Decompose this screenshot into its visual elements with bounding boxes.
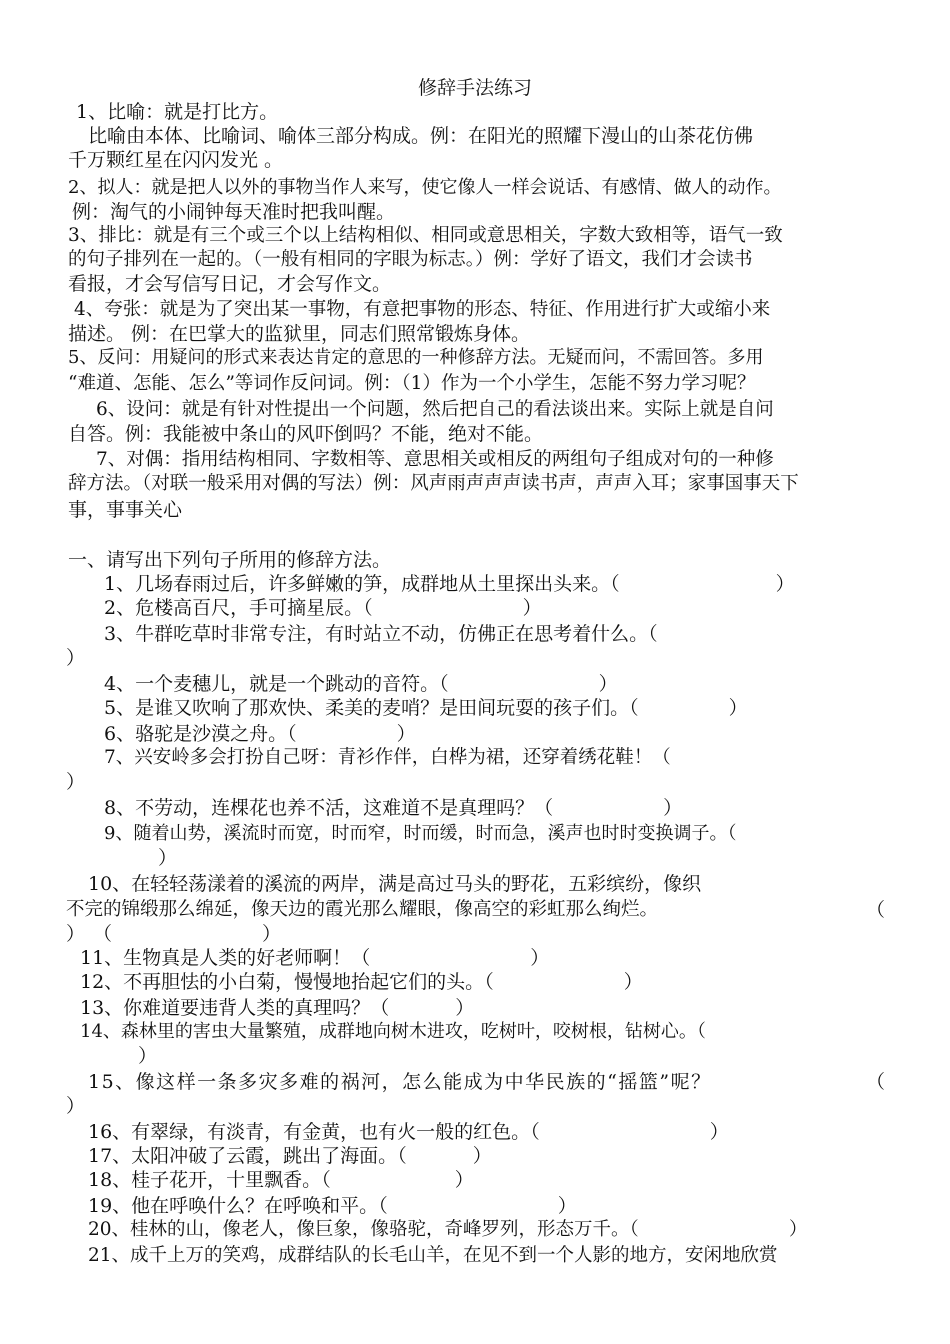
answer-paren-open: （ <box>629 1219 639 1240</box>
answer-paren-close: ） <box>66 923 86 945</box>
answer-paren-open: （ <box>439 673 449 695</box>
answer-paren-open: （ <box>534 797 554 819</box>
definition-line: 千万颗红星在闪闪发光 。 <box>68 149 284 171</box>
question-row <box>104 696 748 720</box>
question-row <box>88 1194 577 1218</box>
question-text: 20、桂林的山，像老人，像巨象，像骆驼，奇峰罗列，形态万千。 <box>88 1219 630 1240</box>
question-text: 3、牛群吃草时非常专注，有时站立不动，仿佛正在思考着什么。 <box>104 623 649 645</box>
definition-line: 自答。例：我能被中条山的风吓倒吗？不能，绝对不能。 <box>68 423 544 445</box>
question-text: 5、是谁又吹响了那欢快、柔美的麦哨？是田间玩耍的孩子们。 <box>104 697 630 719</box>
question-text: 15、像这样一条多灾多难的祸河，怎么能成为中华民族的“摇篮”呢？ <box>88 1071 712 1093</box>
answer-paren-close: ） <box>66 647 86 669</box>
question-text: 13、你难道要违背人类的真理吗？ <box>80 997 371 1019</box>
answer-paren-open: （ <box>629 697 639 719</box>
question-text: 6、骆驼是沙漠之舟。 <box>104 723 288 745</box>
question-row <box>80 970 643 994</box>
question-text: 17、太阳冲破了云霞，跳出了海面。 <box>88 1145 398 1167</box>
definition-line: 描述。 例：在巴掌大的监狱里，同志们照常锻炼身体。 <box>68 323 531 345</box>
answer-paren-close: ） <box>66 771 86 793</box>
definition-line: 辞方法。（对联一般采用对偶的写法）例：风声雨声声声读书声，声声入耳；家事国事天下 <box>68 473 799 494</box>
question-text: 19、他在呼唤什么？在呼唤和平。 <box>88 1195 379 1217</box>
answer-paren-close: ） <box>158 847 178 869</box>
question-text: 7、兴安岭多会打扮自己呀：青衫作伴，白桦为裙，还穿着绣花鞋！ <box>104 747 653 768</box>
answer-paren-open: （ <box>727 823 737 844</box>
answer-paren-open: （ <box>93 923 113 945</box>
question-row <box>80 946 549 970</box>
page-title: 修辞手法练习 <box>417 77 532 99</box>
answer-paren-close: ） <box>454 1169 474 1191</box>
question-row <box>104 672 618 696</box>
answer-paren-open: （ <box>378 1195 388 1217</box>
answer-paren-close: ） <box>138 1045 158 1067</box>
question-row <box>104 622 658 646</box>
question-text: 2、危楼高百尺，手可摘星辰。 <box>104 597 364 619</box>
question-text: 不完的锦缎那么绵延，像天边的霞光那么耀眼，像高空的彩虹那么绚烂。 <box>66 899 659 920</box>
question-row <box>80 1020 706 1044</box>
definition-line: 1、比喻：就是打比方。 <box>76 101 279 123</box>
answer-paren-open: （ <box>652 747 671 768</box>
answer-paren-close: ） <box>262 923 282 945</box>
answer-paren-close: ） <box>623 971 643 993</box>
answer-paren-close: ） <box>598 673 618 695</box>
answer-paren-open: （ <box>696 1021 706 1042</box>
question-text: 11、生物真是人类的好老师啊！ <box>80 947 352 969</box>
answer-paren-close: ） <box>788 1219 808 1240</box>
answer-paren-close: ） <box>728 697 748 719</box>
answer-paren-open: （ <box>648 623 658 645</box>
definition-line: 4、夸张：就是为了突出某一事物，有意把事物的形态、特征、作用进行扩大或缩小来 <box>74 299 771 320</box>
definition-line: 6、设问：就是有针对性提出一个问题，然后把自己的看法谈出来。实际上就是自问 <box>96 399 774 420</box>
definition-line: 的句子排列在一起的。（一般有相同的字眼为标志。）例：学好了语文，我们才会读书 <box>68 249 753 270</box>
answer-paren-close: ） <box>66 1095 86 1117</box>
question-row <box>104 822 736 846</box>
question-row <box>88 1120 729 1144</box>
answer-paren-close: ） <box>775 573 795 595</box>
question-row <box>104 722 416 746</box>
question-text: 9、随着山势，溪流时而宽，时而窄，时而缓，时而急，溪声也时时变换调子。 <box>104 823 728 844</box>
question-text: 10、在轻轻荡漾着的溪流的两岸，满是高过马头的野花，五彩缤纷，像织 <box>88 873 702 895</box>
question-row <box>88 1144 492 1168</box>
question-text: 1、几场春雨过后，许多鲜嫩的笋，成群地从土里探出头来。 <box>104 573 611 595</box>
answer-paren-open: （ <box>484 971 494 993</box>
definition-line: 例：淘气的小闹钟每天准时把我叫醒。 <box>72 201 396 223</box>
question-text: 4、一个麦穗儿，就是一个跳动的音符。 <box>104 673 440 695</box>
question-row <box>80 996 474 1020</box>
answer-paren-open: （ <box>397 1145 407 1167</box>
definition-line: “难道、怎能、怎么”等词作反问词。例：（1）作为一个小学生，怎能不努力学习呢？ <box>68 373 756 394</box>
answer-paren-close: ） <box>455 997 475 1019</box>
question-row <box>104 572 795 596</box>
answer-paren-close: ） <box>522 597 542 619</box>
definition-line: 事，事事关心 <box>68 499 183 521</box>
question-text: 14、森林里的害虫大量繁殖，成群地向树木进攻，吃树叶，咬树根，钻树心。 <box>80 1021 697 1042</box>
definition-line: 7、对偶：指用结构相同、字数相等、意思相关或相反的两组句子组成对句的一种修 <box>96 449 774 470</box>
answer-paren-open: （ <box>610 573 620 595</box>
definition-line: 比喻由本体、比喻词、喻体三部分构成。例：在阳光的照耀下漫山的山茶花仿佛 <box>88 125 754 147</box>
answer-paren-open: （ <box>866 899 886 921</box>
answer-paren-open: （ <box>370 997 390 1019</box>
answer-paren-close: ） <box>709 1121 729 1143</box>
question-row <box>88 1218 807 1242</box>
answer-paren-close: ） <box>396 723 416 745</box>
exercise-heading: 一、请写出下列句子所用的修辞方法。 <box>68 549 392 571</box>
question-row <box>104 746 671 770</box>
question-text: 16、有翠绿，有淡青，有金黄，也有火一般的红色。 <box>88 1121 531 1143</box>
question-text: 12、不再胆怯的小白菊，慢慢地抬起它们的头。 <box>80 971 485 993</box>
question-text: 8、不劳动，连棵花也养不活，这难道不是真理吗？ <box>104 797 535 819</box>
answer-paren-open: （ <box>363 597 373 619</box>
answer-paren-close: ） <box>472 1145 492 1167</box>
definition-line: 3、排比：就是有三个或三个以上结构相似、相同或意思相关，字数大致相等，语气一致 <box>68 225 783 246</box>
answer-paren-open: （ <box>321 1169 331 1191</box>
answer-paren-open: （ <box>351 947 371 969</box>
answer-paren-open: （ <box>530 1121 540 1143</box>
question-row <box>88 1168 474 1192</box>
definition-line: 5、反问：用疑问的形式来表达肯定的意思的一种修辞方法。无疑而问，不需回答。多用 <box>68 347 764 368</box>
definition-line: 2、拟人：就是把人以外的事物当作人来写，使它像人一样会说话、有感情、做人的动作。 <box>68 177 782 198</box>
question-text: 18、桂子花开，十里飘香。 <box>88 1169 322 1191</box>
definition-line: 看报，才会写信写日记，才会写作文。 <box>68 273 392 295</box>
answer-paren-open: （ <box>866 1071 886 1093</box>
question-row <box>104 796 682 820</box>
answer-paren-open: （ <box>287 723 297 745</box>
question-row <box>104 596 542 620</box>
answer-paren-close: ） <box>530 947 550 969</box>
question-row <box>66 922 281 946</box>
question-text: 21、成千上万的笑鸡，成群结队的长毛山羊，在见不到一个人影的地方，安闲地欣赏 <box>88 1245 778 1266</box>
answer-paren-close: ） <box>557 1195 577 1217</box>
answer-paren-close: ） <box>663 797 683 819</box>
